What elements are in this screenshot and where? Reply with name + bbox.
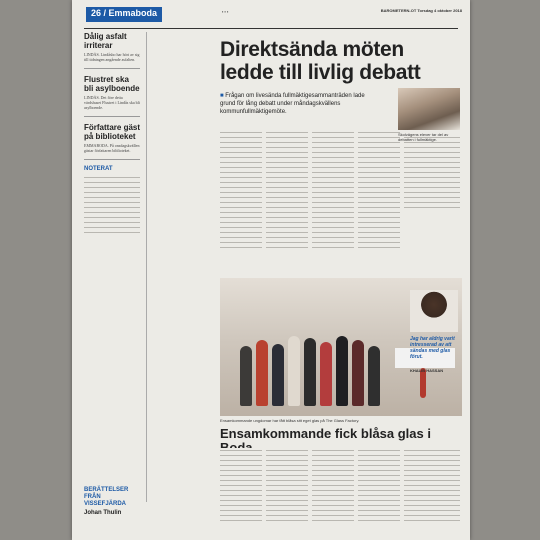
notiser-label: NOTERAT xyxy=(84,166,113,172)
sidebar-heading: Dålig asfalt irriterar xyxy=(84,32,127,50)
article-body-2 xyxy=(220,448,460,528)
person-figure xyxy=(336,336,348,406)
person-figure xyxy=(304,338,316,406)
visiting-label: BERÄTTELSER FRÅN VISSEFJÄRDA xyxy=(84,487,129,507)
article-headline: Direktsända möten ledde till livlig debatt xyxy=(220,38,421,84)
person-figure xyxy=(320,342,332,406)
text-column xyxy=(358,448,400,523)
text-column xyxy=(312,448,354,523)
group-photo-caption: Ensamkommande ungdomar har fått blåsa sitt eget glas på The Glass Factory. xyxy=(220,418,360,423)
dateline: BAROMETERN-OT Torsdag 4 oktober 2018 xyxy=(380,8,462,13)
section-label: 26 / Emmaboda xyxy=(86,7,162,22)
divider xyxy=(84,116,140,117)
sidebar-text: EMMABODA. På onsdagskvällen gästar författaren biblioteket. xyxy=(84,143,140,153)
article-ingress xyxy=(220,92,380,116)
pull-quote: Jag har aldrig varit intresserad av att sändas med glas förut. xyxy=(410,336,455,360)
portrait-photo xyxy=(410,290,458,332)
ingress-text: Frågan om livesända fullmäktigesammanträden lade grund för lång debatt under måndagskvällens kommunfullmäktigemöte. xyxy=(220,93,365,115)
sidebar-item xyxy=(84,123,140,153)
divider xyxy=(84,68,140,69)
sidebar-heading: Flustret ska bli asylboende xyxy=(84,75,140,93)
visiting-box xyxy=(84,487,140,516)
sidebar-text: LINDÅS. Det före detta värdshuset Flustret i Lindås ska bli asylboende. xyxy=(84,95,140,110)
sidebar-heading: Författare gäst på biblioteket xyxy=(84,123,141,141)
meeting-photo xyxy=(398,88,460,130)
text-column xyxy=(220,130,262,250)
quote-person: KHALIB HASSAN xyxy=(410,368,444,373)
person-figure xyxy=(368,346,380,406)
divider xyxy=(84,159,140,160)
sidebar-text: LINDÅS. Lindåsbo har hört av sig till tidningen angående asfalten. xyxy=(84,52,140,62)
header-rule xyxy=(84,28,458,29)
text-column xyxy=(404,448,460,523)
page-header xyxy=(72,0,470,30)
person-figure xyxy=(240,346,252,406)
column-divider xyxy=(146,32,147,502)
person-figure xyxy=(288,336,300,406)
text-column xyxy=(358,130,400,250)
text-column xyxy=(220,448,262,523)
sidebar-item xyxy=(84,75,140,110)
person-figure xyxy=(272,344,284,406)
text-column xyxy=(404,135,460,209)
visiting-name: Johan Thulin xyxy=(84,510,122,516)
newspaper-page xyxy=(72,0,470,540)
person-figure xyxy=(256,340,268,406)
notiser-text xyxy=(84,175,140,235)
person-figure xyxy=(352,340,364,406)
article-headline-2: Ensamkommande fick blåsa glas i xyxy=(220,426,431,441)
article-body xyxy=(220,130,460,260)
bullet-icon: ■ xyxy=(220,93,226,99)
text-column xyxy=(266,448,308,523)
masthead-small: ▪ ▪ ▪ xyxy=(222,9,229,14)
sidebar-item xyxy=(84,32,140,62)
sidebar-column xyxy=(84,32,140,235)
text-column xyxy=(266,130,308,250)
text-column xyxy=(312,130,354,250)
photo-caption: Skolvägens elever tar del av debatten i fullmäktige. xyxy=(398,132,449,142)
